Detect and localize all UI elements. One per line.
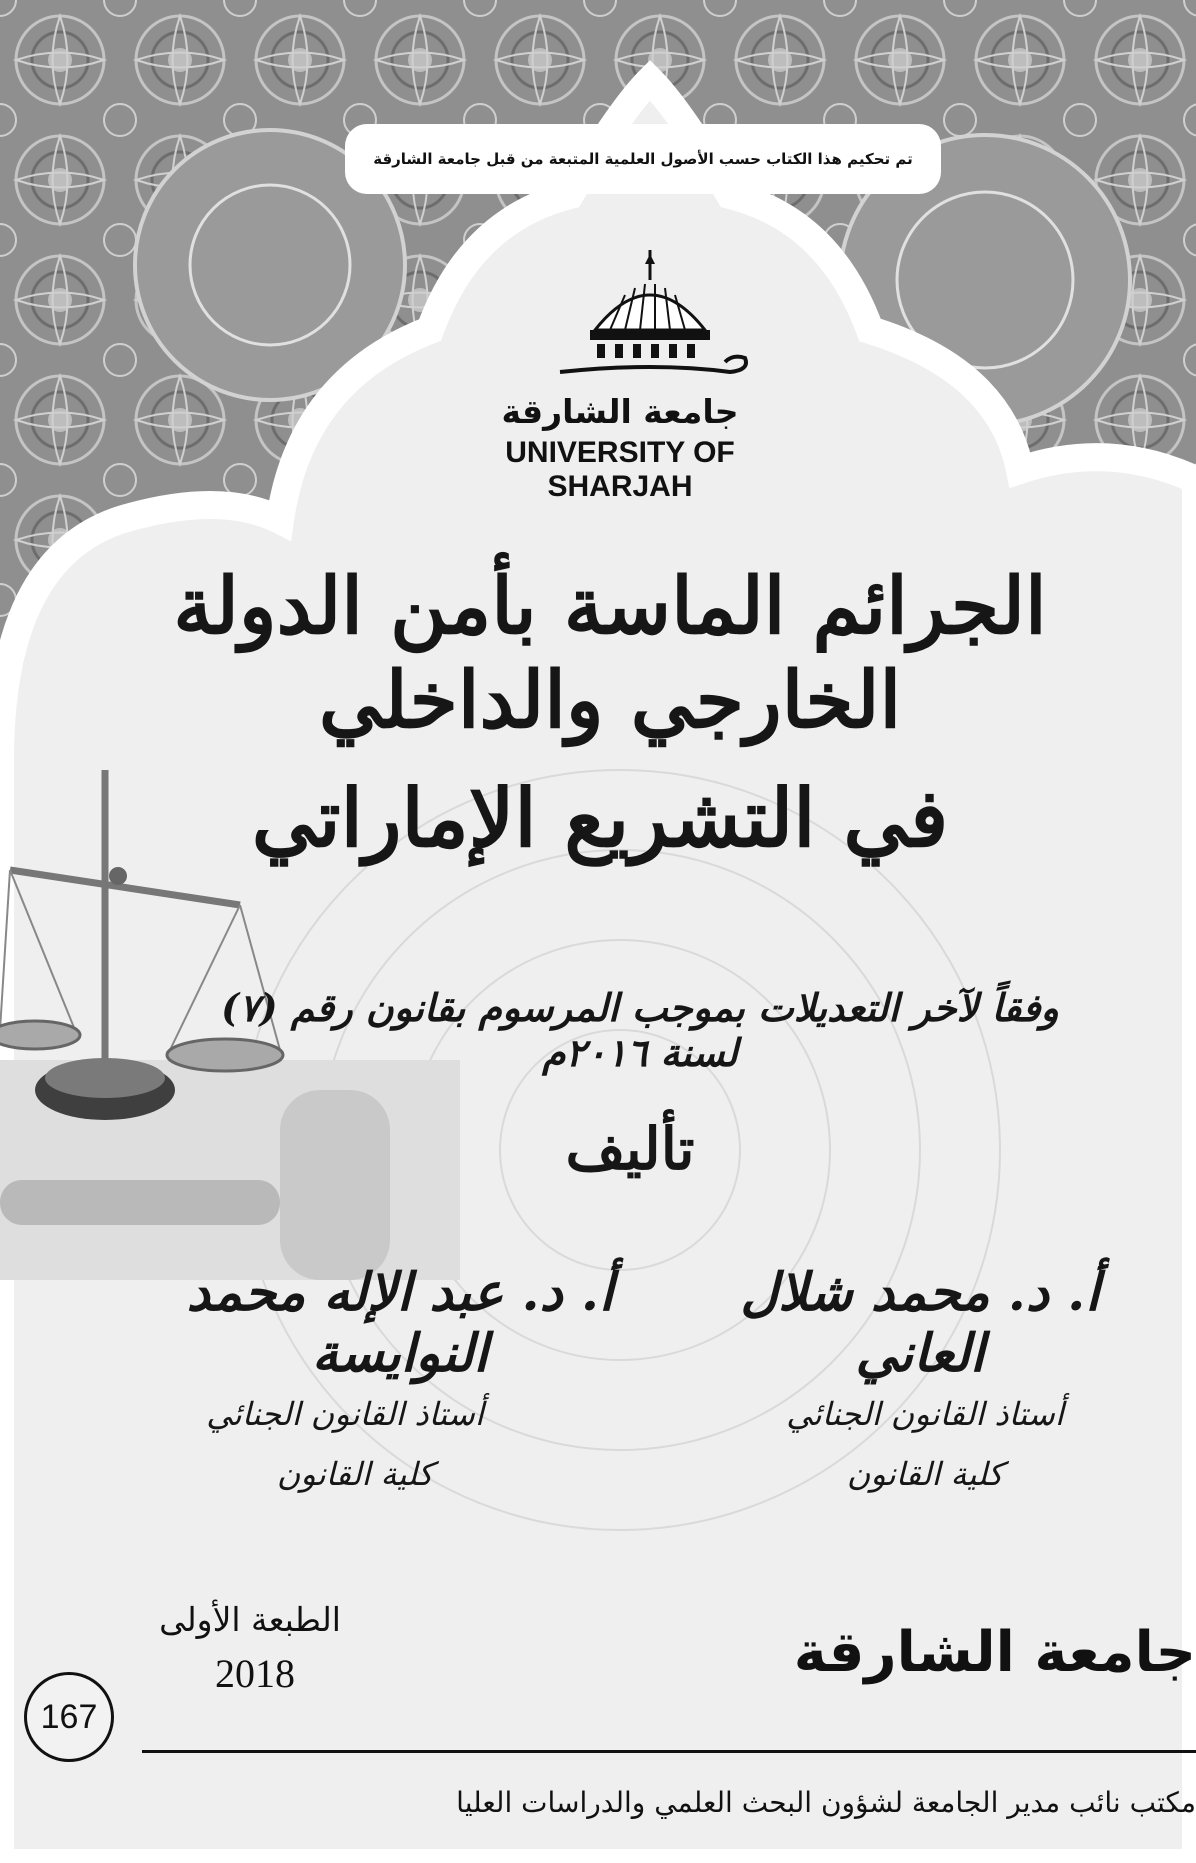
publisher-name: جامعة الشارقة: [793, 1620, 1196, 1685]
university-name-arabic: جامعة الشارقة: [501, 392, 739, 431]
author-2-title: أستاذ القانون الجنائي: [206, 1395, 484, 1433]
author-1-name: أ. د. محمد شلال العاني: [740, 1262, 1100, 1384]
book-title-line-2: في التشريع الإماراتي: [251, 771, 949, 865]
author-2-name: أ. د. عبد الإله محمد النوايسة: [186, 1262, 614, 1384]
book-subtitle: وفقاً لآخر التعديلات بموجب المرسوم بقانون رقم (٧) لسنة ٢٠١٦م: [221, 985, 1059, 1075]
peer-review-note: تم تحكيم هذا الكتاب حسب الأصول العلمية المتبعة من قبل جامعة الشارقة: [345, 124, 941, 194]
book-title-line-1: الجرائم الماسة بأمن الدولة الخارجي والداخلي: [173, 561, 1047, 746]
authorship-label: تأليف: [565, 1115, 695, 1183]
author-1-title: أستاذ القانون الجنائي: [786, 1395, 1064, 1433]
series-number-badge: 167: [24, 1672, 114, 1762]
publication-year: 2018: [215, 1651, 295, 1696]
university-dome-logo-icon: [555, 250, 755, 390]
edition-label: الطبعة الأولى: [159, 1600, 341, 1639]
publishing-office: مكتب نائب مدير الجامعة لشؤون البحث العلمي والدراسات العليا: [456, 1786, 1196, 1819]
author-2-department: كلية القانون: [276, 1455, 434, 1493]
author-1-department: كلية القانون: [846, 1455, 1004, 1493]
divider-line: [142, 1750, 1196, 1753]
university-name-english: UNIVERSITY OF SHARJAH: [505, 436, 735, 503]
